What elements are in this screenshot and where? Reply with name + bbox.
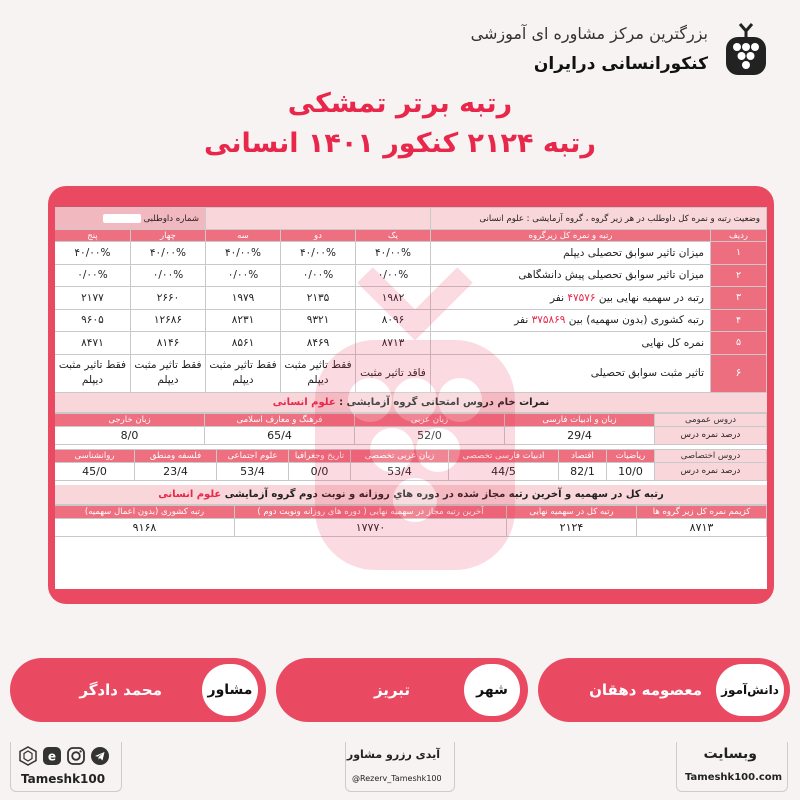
svg-text:e: e <box>47 749 57 764</box>
rank-table-header <box>55 230 767 242</box>
general-subjects-table: دروس عمومی زبان و ادبیات فارسی زبان عربی فرهنگ و معارف اسلامی زبان خارجی درصد نمره درس 29/4 52/0 65/4 8/0 <box>55 413 767 445</box>
brand-tagline: بزرگترین مرکز مشاوره ای آموزشی <box>470 24 708 43</box>
website-box <box>676 742 788 792</box>
raw-scores-title: نمرات خام دروس امتحانی گروه آزمایشی : علوم انسانی <box>55 393 767 413</box>
final-rank-title: رتبه کل در سهمیه و آخرین رتبه مجاز شده در دوره هاي روزانه و نوبت دوم گروه آزمایشی علوم انسانی <box>55 485 767 505</box>
redacted-block <box>103 214 141 223</box>
col-group-1: یک <box>355 230 430 242</box>
col-group-5: پنج <box>55 230 130 242</box>
city-pill <box>276 658 528 722</box>
table-row: ۴ رتبه کشوری (بدون سهمیه) بین ۳۷۵۸۶۹ نفر ۸۰۹۶ ۹۳۲۱ ۸۲۳۱ ۱۲۶۸۶ ۹۶۰۵ <box>55 309 767 332</box>
eitaa-icon[interactable] <box>42 746 62 766</box>
instagram-icon[interactable] <box>66 746 86 766</box>
final-rank-table: کزیمم نمره کل زیر گروه ها رتبه کل در سهمیه نهایی آخرین رتبه مجاز در سهمیه نهایی ( دوره های روزانه ونوبت دوم ) رتبه کشوری (بدون اعمال سهمیه) ۸۷۱۳ ۲۱۲۴ ۱۷۷۷۰ ۹۱۶۸ <box>55 505 767 537</box>
table-row: ۱ میزان تاثیر سوابق تحصیلی دیپلم ۴۰/۰۰% ۴۰/۰۰% ۴۰/۰۰% ۴۰/۰۰% ۴۰/۰۰% <box>55 242 767 265</box>
table-row: ۶ تاثیر مثبت سوابق تحصیلی فاقد تاثیر مثبت فقط تاثیر مثبت دیپلم فقط تاثیر مثبت دیپلم فقط تاثیر مثبت دیپلم فقط تاثیر مثبت دیپلم <box>55 354 767 392</box>
candidate-number-label: شماره داوطلبی <box>55 208 205 230</box>
rank-table <box>55 207 767 393</box>
city-label: شهر <box>464 664 520 716</box>
table-row: ۵ نمره کل نهایی ۸۷۱۳ ۸۴۶۹ ۸۵۶۱ ۸۱۴۶ ۸۴۷۱ <box>55 332 767 355</box>
telegram-icon[interactable] <box>90 746 110 766</box>
social-handle: Tameshk100 <box>21 772 106 786</box>
reserve-id[interactable]: @Rezerv_Tameshk100 <box>352 774 442 783</box>
table-row: ۲ میزان تاثیر سوابق تحصیلی پیش دانشگاهی ۰/۰۰% ۰/۰۰% ۰/۰۰% ۰/۰۰% ۰/۰۰% <box>55 264 767 287</box>
advisor-label: مشاور <box>202 664 258 716</box>
col-group-4: چهار <box>130 230 205 242</box>
brand-header <box>442 14 772 84</box>
student-pill <box>538 658 790 722</box>
special-subjects-table: دروس اختصاصی ریاضیات اقتصاد ادبیات فارسی تخصصی زبان عربی تخصصی تاریخ وجغرافیا علوم اجتماعی فلسفه ومنطق روانشناسی درصد نمره درس 10/0 82/1 44/5 53/4 0/0 53/4 23/4 45/0 <box>55 449 767 481</box>
headline-rank: رتبه ۲۱۲۴ کنکور ۱۴۰۱ انسانی <box>204 128 596 159</box>
table-row: ۳ رتبه در سهمیه نهایی بین ۴۷۵۷۶ نفر ۱۹۸۲ ۲۱۳۵ ۱۹۷۹ ۲۶۶۰ ۲۱۷۷ <box>55 287 767 310</box>
reserve-label: آیدی رزرو مشاور <box>346 748 440 761</box>
col-group-3: سه <box>205 230 280 242</box>
city-name: تبریز <box>373 681 410 699</box>
advisor-name: محمد دادگر <box>79 681 162 699</box>
headline-title: رتبه برتر تمشکی <box>287 88 513 119</box>
col-group-2: دو <box>280 230 355 242</box>
brand-name: کنکورانسانی درایران <box>533 54 708 74</box>
report-sheet <box>55 207 767 589</box>
advisor-pill <box>10 658 266 722</box>
rubika-icon[interactable] <box>18 746 38 766</box>
website-link[interactable]: Tameshk100.com <box>685 772 783 783</box>
student-label: دانش‌آموز <box>716 664 784 716</box>
col-label: رتبه و نمره کل زیرگروه <box>430 230 710 242</box>
col-row: ردیف <box>711 230 767 242</box>
student-name: معصومه دهقان <box>589 681 702 699</box>
raspberry-logo-icon <box>720 20 772 78</box>
reserve-box <box>345 742 455 792</box>
website-label: وبسایت <box>703 746 757 762</box>
status-title: وضعیت رتبه و نمره کل داوطلب در هر زیر گروه ، گروه آزمایشی : علوم انسانی <box>430 208 766 230</box>
